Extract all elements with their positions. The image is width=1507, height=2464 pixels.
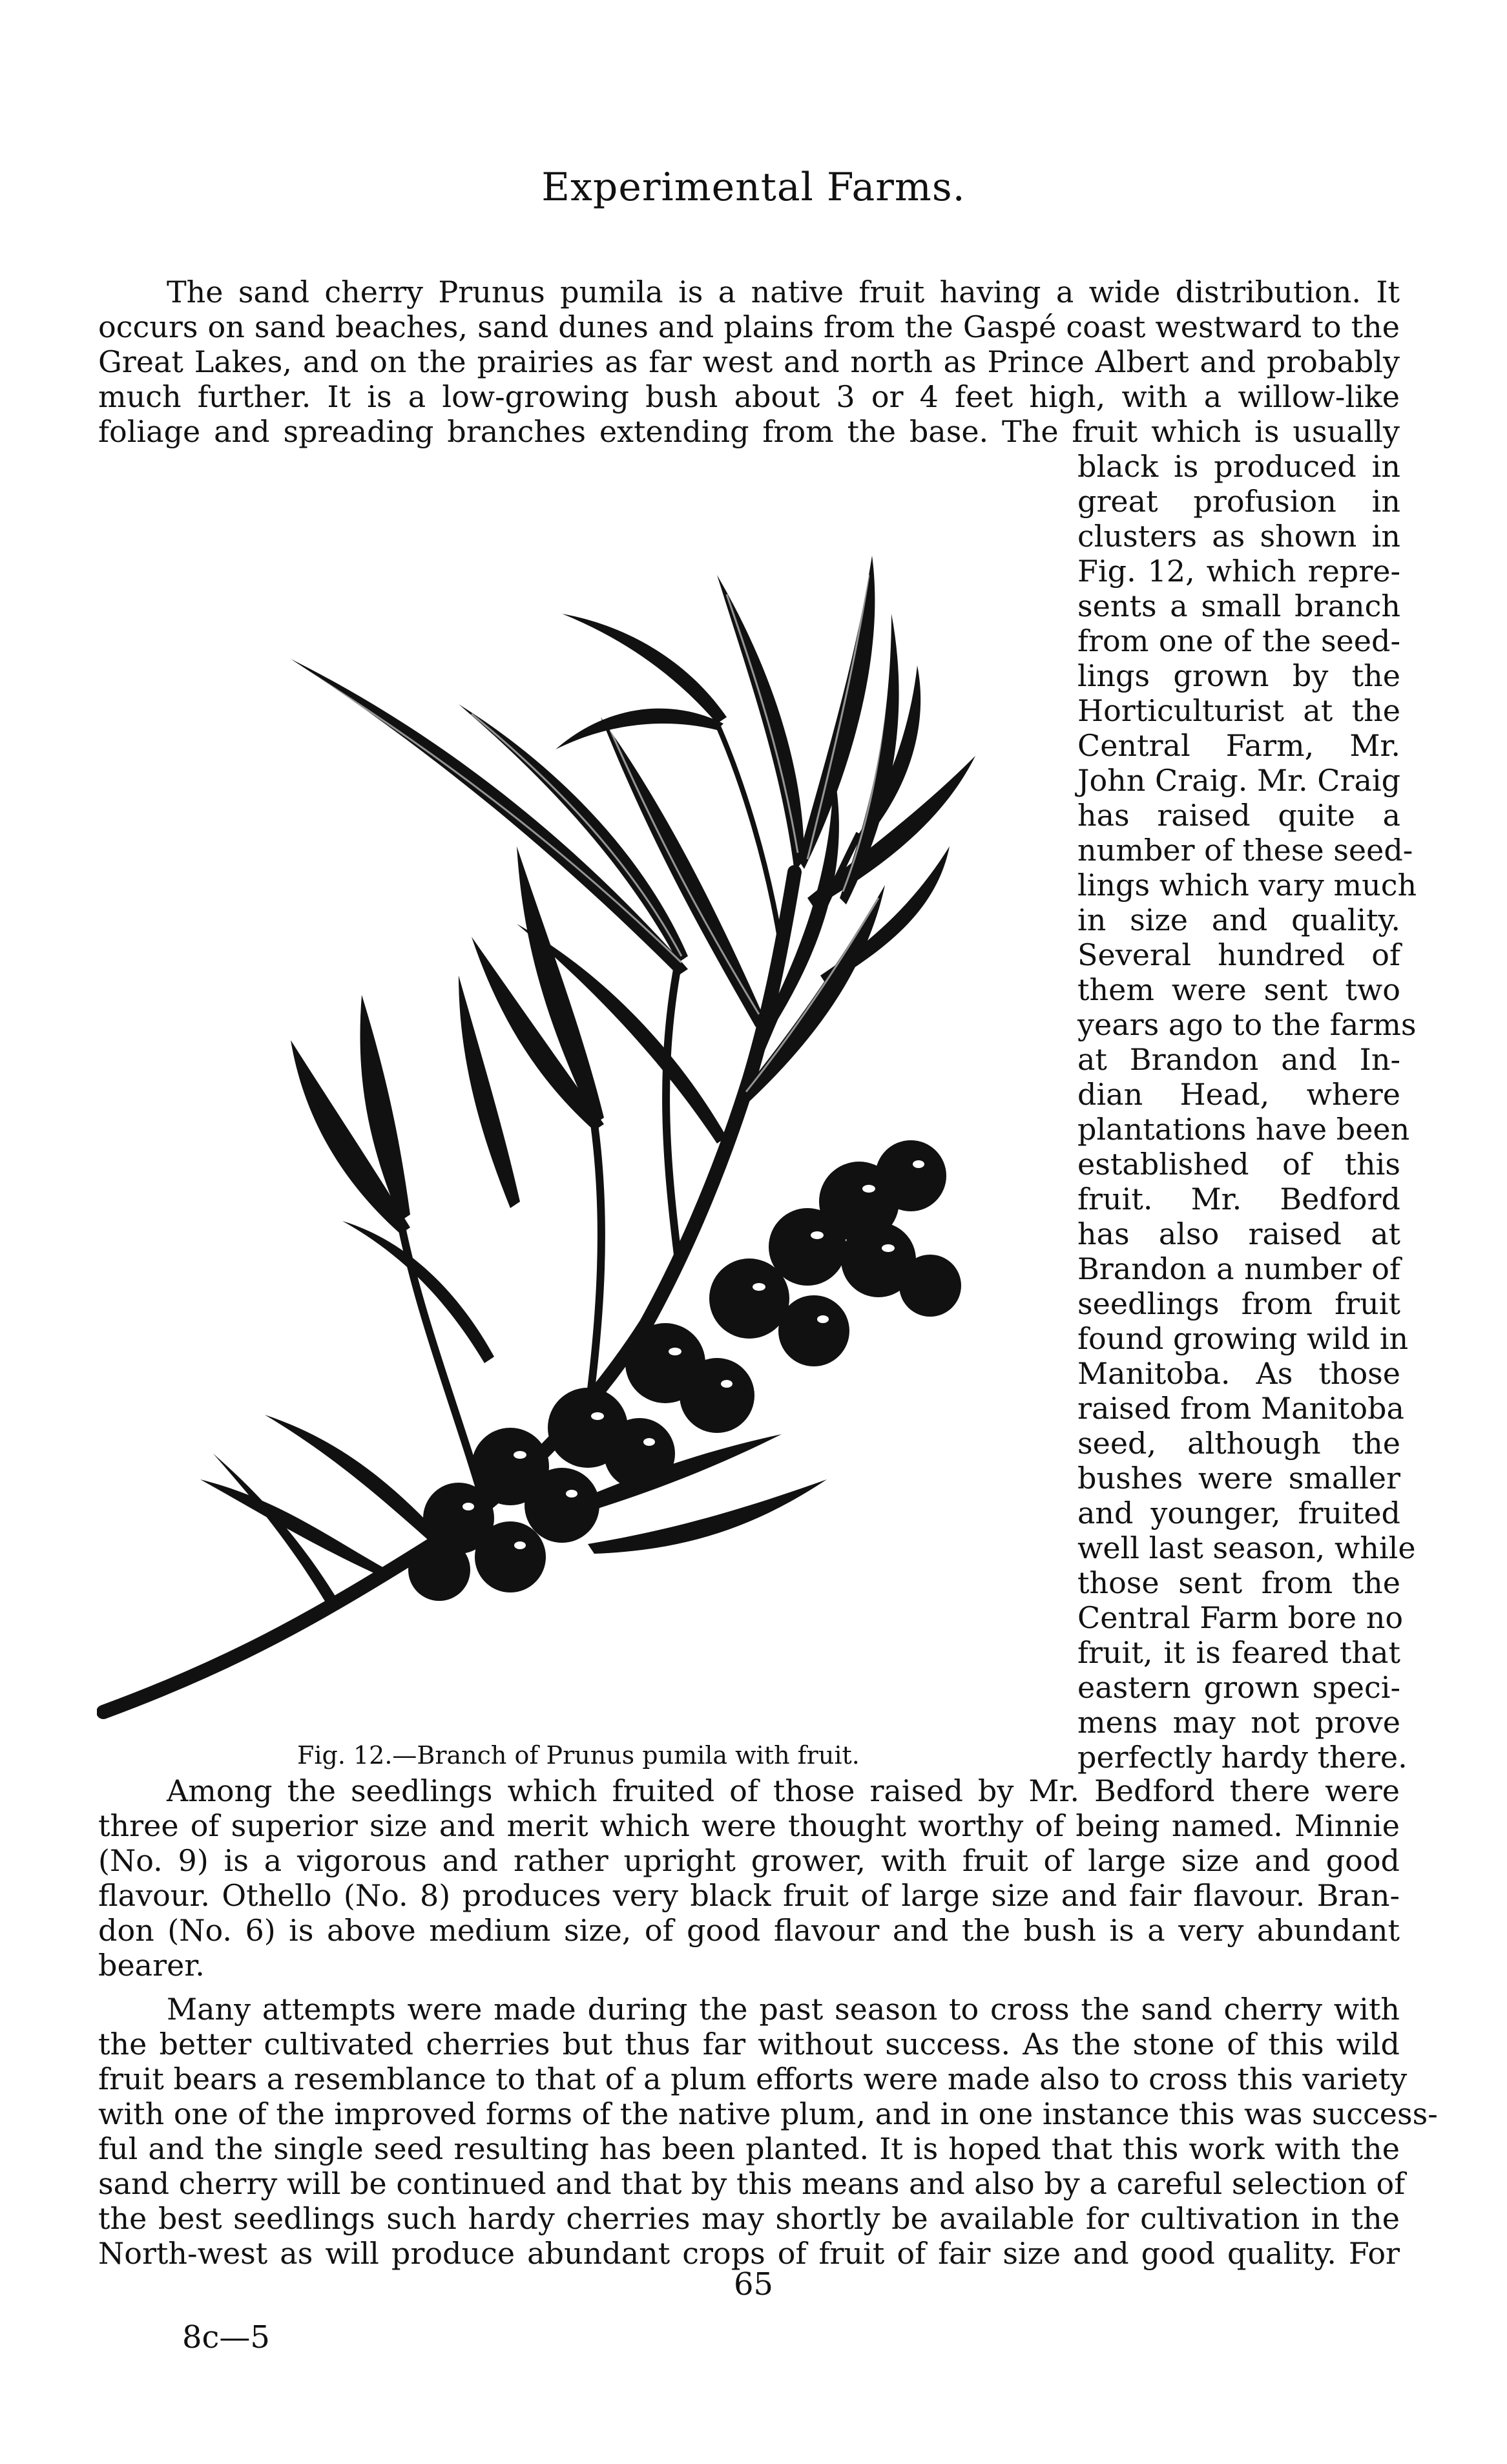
column-line: has raised quite a — [1077, 798, 1400, 833]
column-line: raised from Manitoba — [1077, 1391, 1404, 1426]
column-line: black is produced in — [1077, 449, 1400, 484]
column-line: established of this — [1077, 1147, 1400, 1182]
signature-mark: 8c—5 — [182, 2319, 270, 2355]
text-line: sand cherry will be continued and that by this means and also by a careful selection of — [98, 2166, 1406, 2201]
column-line: mens may not prove — [1077, 1705, 1400, 1740]
column-line: Horticulturist at the — [1077, 693, 1400, 728]
column-line: bushes were smaller — [1077, 1461, 1400, 1496]
branch-illustration — [97, 446, 1066, 1738]
text-line: occurs on sand beaches, sand dunes and plains from the Gaspé coast westward to the — [98, 309, 1400, 344]
text-line: don (No. 6) is above medium size, of good flavour and the bush is a very abundant — [98, 1913, 1400, 1948]
column-line: Brandon a number of — [1077, 1251, 1400, 1286]
column-line: great profusion in — [1077, 484, 1400, 519]
column-line: number of these seed- — [1077, 833, 1413, 868]
column-line: them were sent two — [1077, 972, 1400, 1007]
column-line: those sent from the — [1077, 1565, 1400, 1600]
text-line: three of superior size and merit which were thought worthy of being named. Minnie — [98, 1808, 1400, 1843]
column-line: at Brandon and In- — [1077, 1042, 1400, 1077]
column-line: fruit. Mr. Bedford — [1077, 1182, 1400, 1216]
column-line: perfectly hardy there. — [1077, 1740, 1408, 1775]
column-line: and younger, fruited — [1077, 1496, 1400, 1530]
column-line: in size and quality. — [1077, 903, 1400, 937]
column-line: Several hundred of — [1077, 937, 1400, 972]
text-line: with one of the improved forms of the native plum, and in one instance this was success- — [98, 2096, 1438, 2131]
text-line: foliage and spreading branches extending from the base. The fruit which is usually — [98, 414, 1400, 449]
column-line: eastern grown speci- — [1077, 1670, 1400, 1705]
text-line: Many attempts were made during the past season to cross the sand cherry with — [167, 1992, 1400, 2027]
page-number: 65 — [733, 2266, 774, 2302]
column-line: lings grown by the — [1077, 658, 1400, 693]
text-line: Among the seedlings which fruited of those raised by Mr. Bedford there were — [167, 1773, 1400, 1808]
column-line: found growing wild in — [1077, 1321, 1409, 1356]
figure-caption: Fig. 12.—Branch of Prunus pumila with fruit. — [297, 1741, 860, 1770]
column-line: sents a small branch — [1077, 589, 1400, 623]
text-line: the better cultivated cherries but thus far without success. As the stone of this wild — [98, 2027, 1400, 2062]
column-line: Fig. 12, which repre- — [1077, 554, 1400, 589]
column-line: Manitoba. As those — [1077, 1356, 1400, 1391]
text-line: flavour. Othello (No. 8) produces very black fruit of large size and fair flavour. Bran- — [98, 1878, 1400, 1913]
column-line: Central Farm, Mr. — [1077, 728, 1400, 763]
text-line: fruit bears a resemblance to that of a plum efforts were made also to cross this variety — [98, 2062, 1408, 2096]
column-line: Central Farm bore no — [1077, 1600, 1404, 1635]
text-line: bearer. — [98, 1948, 205, 1983]
column-line: plantations have been — [1077, 1112, 1410, 1147]
column-line: years ago to the farms — [1077, 1007, 1417, 1042]
text-line: (No. 9) is a vigorous and rather upright grower, with fruit of large size and good — [98, 1843, 1400, 1878]
column-line: lings which vary much — [1077, 868, 1417, 903]
text-line: Great Lakes, and on the prairies as far west and north as Prince Albert and probably — [98, 344, 1400, 379]
column-line: has also raised at — [1077, 1216, 1400, 1251]
column-line: well last season, while — [1077, 1530, 1416, 1565]
text-line: North-west as will produce abundant crops of fruit of fair size and good quality. For — [98, 2236, 1400, 2271]
column-line: from one of the seed- — [1077, 623, 1400, 658]
column-line: seedlings from fruit — [1077, 1286, 1400, 1321]
text-line: ful and the single seed resulting has been planted. It is hoped that this work with the — [98, 2131, 1400, 2166]
page-title: Experimental Farms. — [541, 165, 966, 210]
text-line: the best seedlings such hardy cherries may shortly be available for cultivation in the — [98, 2201, 1400, 2236]
column-line: clusters as shown in — [1077, 519, 1400, 554]
column-line: seed, although the — [1077, 1426, 1400, 1461]
column-line: fruit, it is feared that — [1077, 1635, 1400, 1670]
text-line: The sand cherry Prunus pumila is a native fruit having a wide distribution. It — [167, 275, 1400, 309]
text-line: much further. It is a low-growing bush about 3 or 4 feet high, with a willow-like — [98, 379, 1400, 414]
column-line: dian Head, where — [1077, 1077, 1400, 1112]
column-line: John Craig. Mr. Craig — [1077, 763, 1401, 798]
